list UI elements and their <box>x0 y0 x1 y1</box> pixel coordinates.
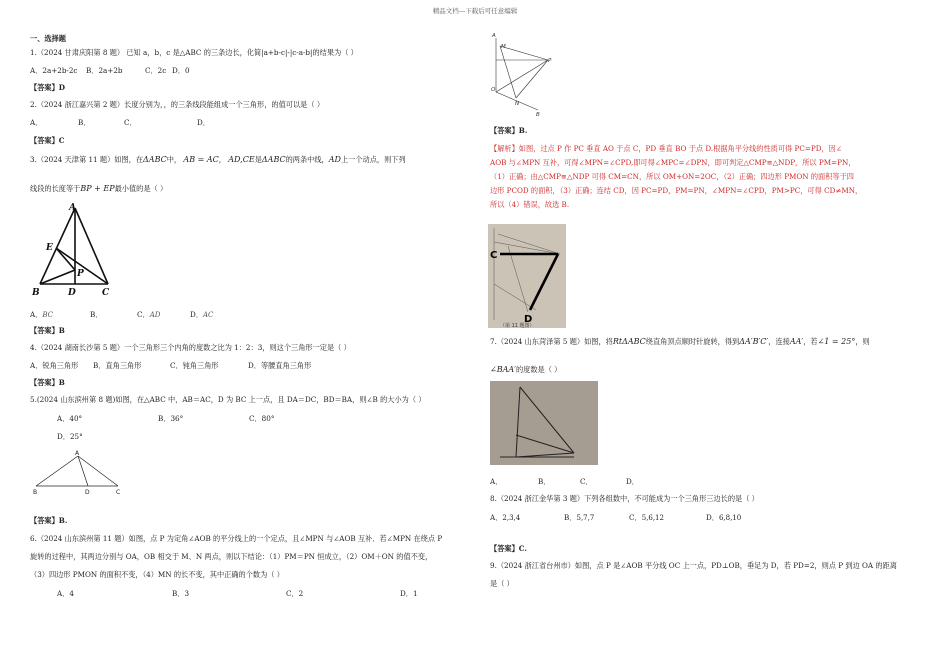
q3-stem: 3.（2024 天津第 11 题）如图，在ΔABC中， AB = AC， AD,CE是ΔABC的两条中线，AD上一个动点，则下列 <box>30 155 406 164</box>
q2-option-b: B． <box>78 118 91 127</box>
q6-analysis-line: 【解析】如图，过点 P 作 PC 垂直 AO 于点 C，PD 垂直 BO 于点 D.根据角平分线的性质可得 PC=PD，因∠ <box>490 144 842 153</box>
q6-analysis-line: （1）正确；由△CMP≌△NDP 可得 CM=CN，所以 OM+ON=2OC，（2）正确；四边形 PMON 的面积等于四 <box>490 172 854 181</box>
q6-line3: （3）四边形 PMON 的面积不变，（4）MN 的长不变，其中正确的个数为（ ） <box>30 570 284 579</box>
photo1-label-c: C <box>490 250 498 261</box>
q4-option-a: A．锐角三角形 <box>30 361 79 370</box>
q3-label-a: A <box>69 203 76 213</box>
q6-option-a: A．4 <box>57 589 74 598</box>
right-fig-label-o: O <box>491 87 496 93</box>
q5-label-d: D <box>85 489 90 496</box>
right-fig-label-p: P <box>548 58 552 64</box>
q3-stem-line2: 线段的长度等于BP + EP最小值的是（ ） <box>30 184 168 193</box>
q3-answer: 【答案】B <box>30 326 65 335</box>
q1-option-a: A．2a+2b-2c <box>30 66 78 75</box>
q5-answer: 【答案】B. <box>30 516 68 525</box>
q2-option-c: C． <box>124 118 137 127</box>
q3-label-p: P <box>77 269 84 279</box>
q3-label-d: D <box>68 288 76 298</box>
q5-label-b: B <box>33 489 38 496</box>
right-fig-label-n: N <box>515 101 520 107</box>
photo1-caption: （第 11 题图） <box>500 323 535 328</box>
q6-line2: 旋转的过程中，其两边分别与 OA，OB 相交于 M、N 两点，则以下结论：（1）PM＝PN 恒成立，（2）OM＋ON 的值不变， <box>30 552 433 561</box>
q3-option-a: A．BC <box>30 310 54 319</box>
q6-option-c: C．2 <box>286 589 304 598</box>
q6-angle-figure <box>488 28 558 118</box>
photo1-label-d: D <box>524 314 533 325</box>
q9-line2: 是（ ） <box>490 579 514 588</box>
q6-analysis-line: 边形 PCOD 的面积，（3）正确；连结 CD，因 PC=PD，PM=PN，∠MPN=∠CPD，PM>PC，可得 CD≠MN， <box>490 186 863 195</box>
q3-label-e: E <box>46 243 53 253</box>
q7-option-a: A． <box>490 477 503 486</box>
q1-option-c: C．2c <box>145 66 167 75</box>
q8-option-b: B．5,7,7 <box>564 513 595 522</box>
q6-option-d: D．1 <box>400 589 418 598</box>
q6-analysis <box>490 142 862 212</box>
q4-stem: 4.（2024 湖南长沙第 5 题）一个三角形三个内角的度数之比为 1：2：3，则这个三角形一定是（ ） <box>30 343 351 352</box>
q6-line1: 6.（2024 山东滨州第 11 题）如图，点 P 为定角∠AOB 的平分线上的一个定点，且∠MPN 与∠AOB 互补．若∠MPN 在绕点 P <box>30 534 443 543</box>
q5-option-c: C．80° <box>249 414 275 423</box>
q7-photo-figure <box>490 381 598 465</box>
q7-stem-line1: 7.（2024 山东菏泽第 5 题）如图，将RtΔABC绕直角顶点顺时针旋转，得到ΔA′B′C′，连接AA′，若∠1 = 25°，则 <box>490 337 870 346</box>
q4-option-c: C．钝角三角形 <box>170 361 219 370</box>
q9-line1: 9.（2024 浙江省台州市）如图，点 P 是∠AOB 平分线 OC 上一点，PD⊥OB，垂足为 D，若 PD=2，则点 P 到边 OA 的距离 <box>490 561 897 570</box>
q8-option-d: D．6,8,10 <box>706 513 742 522</box>
q2-option-d: D． <box>197 118 210 127</box>
q5-stem: 5.(2024 山东滨州第 8 题)如图，在△ABC 中，AB＝AC，D 为 BC 上一点，且 DA＝DC，BD＝BA，则∠B 的大小为（ ） <box>30 395 426 404</box>
q4-option-d: D．等腰直角三角形 <box>248 361 312 370</box>
q3-label-b: B <box>32 288 40 298</box>
q8-stem: 8.（2024 浙江金华第 3 题）下列各组数中，不可能成为一个三角形三边长的是（ ） <box>490 494 759 503</box>
q5-option-a: A．40° <box>57 414 83 423</box>
q1-option-d: D．0 <box>172 66 190 75</box>
q6-analysis-line: AOB 与∠MPN 互补，可得∠MPN=∠CPD,即可得∠MPC=∠DPN，即可判定△CMP≌△NDP，所以 PM=PN， <box>490 158 856 167</box>
q4-answer: 【答案】B <box>30 378 65 387</box>
right-fig-label-b: B <box>536 112 540 118</box>
q5-label-c: C <box>116 489 121 496</box>
q5-option-d: D．25° <box>57 432 83 441</box>
q5-label-a: A <box>75 450 80 457</box>
q1-option-b: B．2a+2b <box>86 66 123 75</box>
q6-analysis-line: 所以（4）错误，故选 B. <box>490 200 570 209</box>
q5-triangle-figure <box>30 448 130 500</box>
q1-answer: 【答案】D <box>30 83 65 92</box>
q3-option-c: C．AD <box>137 310 161 319</box>
q3-option-d: D．AC <box>190 310 214 319</box>
q2-stem: 2.（2024 浙江嘉兴第 2 题）长度分别为，，的三条线段能组成一个三角形，的值可以是（ ） <box>30 100 325 109</box>
q6-photo-figure <box>488 224 566 328</box>
page-header: 精品文档---下载后可任意编辑 <box>432 7 518 15</box>
right-fig-label-a: A <box>492 33 496 39</box>
q3-triangle-figure <box>30 200 110 300</box>
q8-option-a: A．2,3,4 <box>490 513 521 522</box>
q6-answer: 【答案】B. <box>490 126 528 135</box>
q6-option-b: B．3 <box>172 589 190 598</box>
q8-answer: 【答案】C. <box>490 544 527 553</box>
q8-option-c: C．5,6,12 <box>629 513 664 522</box>
q7-option-d: D． <box>626 477 639 486</box>
q1-stem: 1.（2024 甘肃庆阳第 8 题） 已知 a，b，c 是△ABC 的三条边长，化简|a+b-c|-|c-a-b|的结果为（ ） <box>30 48 358 57</box>
q7-stem-line2: ∠BAA′的度数是（ ） <box>490 365 562 374</box>
q2-option-a: A． <box>30 118 43 127</box>
q7-option-b: B． <box>538 477 551 486</box>
q3-label-c: C <box>102 288 110 298</box>
right-fig-label-m: M <box>501 44 506 50</box>
q7-option-c: C． <box>580 477 593 486</box>
section-title: 一、选择题 <box>30 34 66 43</box>
q3-option-b: B． <box>90 310 103 319</box>
q4-option-b: B．直角三角形 <box>93 361 142 370</box>
q2-answer: 【答案】C <box>30 136 65 145</box>
q5-option-b: B．36° <box>158 414 184 423</box>
